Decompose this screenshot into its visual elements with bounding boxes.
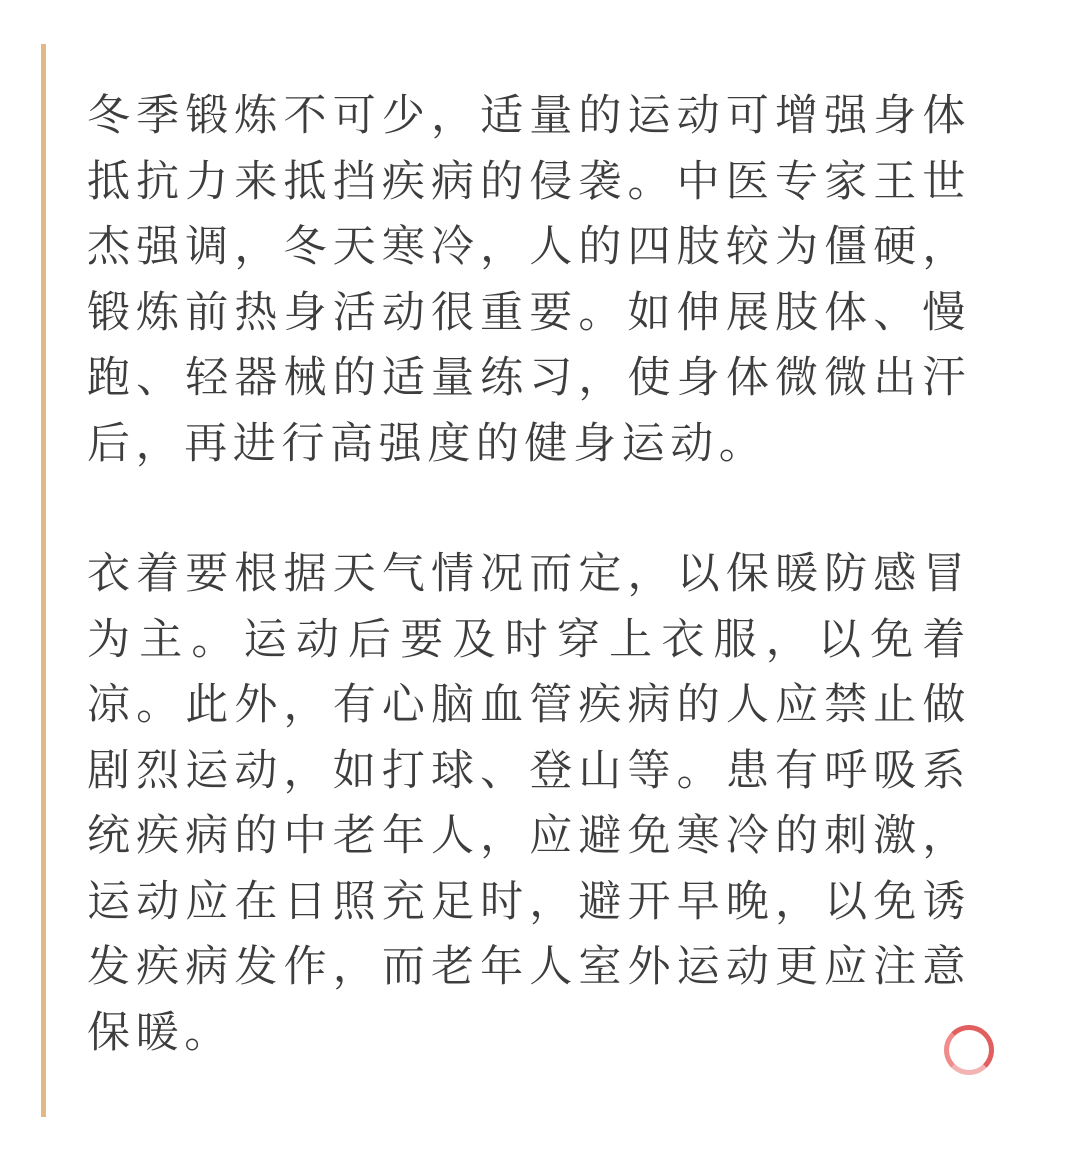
article-body: [87, 84, 971, 1066]
quote-accent-bar: [41, 44, 46, 1117]
paragraph-clothing: 衣着要根据天气情况而定，以保暖防感冒为主。运动后要及时穿上衣服，以免着凉。此外，有心脑血管疾病的人应禁止做剧烈运动，如打球、登山等。患有呼吸系统疾病的中老年人，应避免寒冷的刺激，运动应在日照充足时，避开早晚，以免诱发疾病发作，而老年人室外运动更应注意保暖。: [87, 549, 971, 1058]
loading-ring-icon: [944, 1025, 994, 1075]
paragraph-warmup: 冬季锻炼不可少，适量的运动可增强身体抵抗力来抵挡疾病的侵袭。中医专家王世杰强调，冬天寒冷，人的四肢较为僵硬，锻炼前热身活动很重要。如伸展肢体、慢跑、轻器械的适量练习，使身体微微出汗后，再进行高强度的健身运动。: [87, 91, 971, 469]
